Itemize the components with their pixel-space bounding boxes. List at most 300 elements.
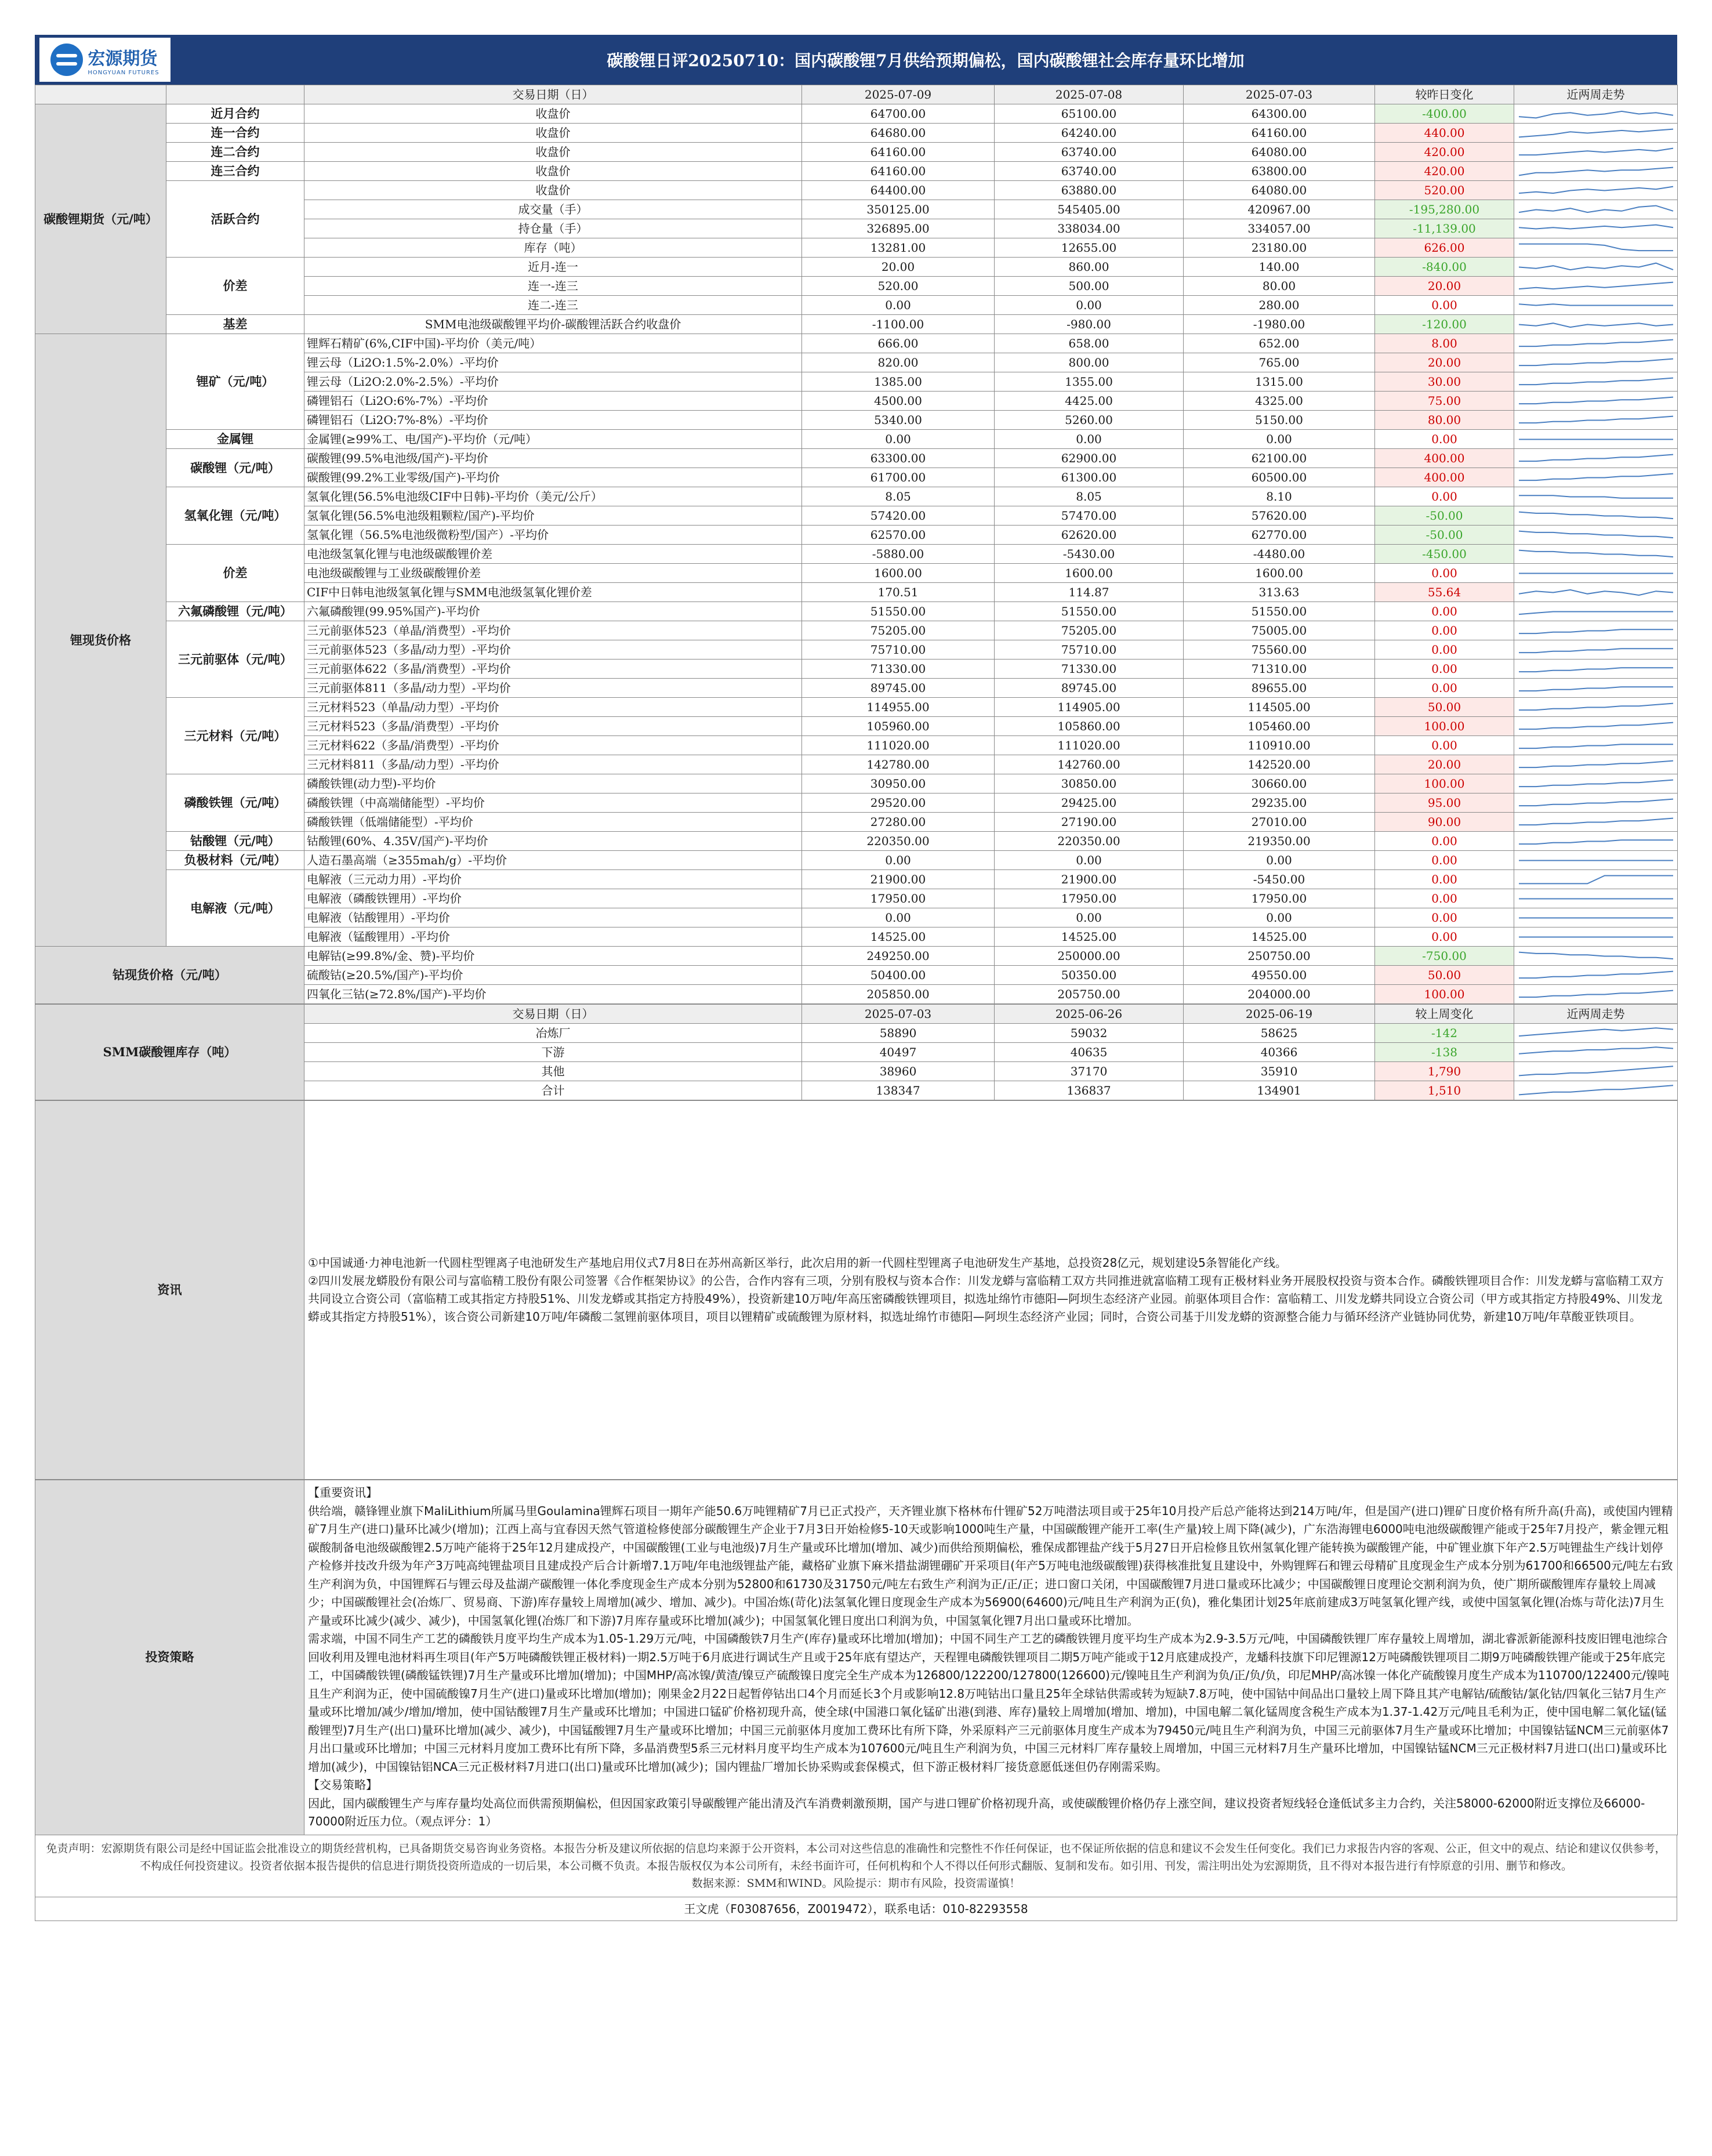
price-value: 280.00 — [1184, 296, 1375, 315]
row-label: 收盘价 — [304, 124, 802, 143]
trend-sparkline-cell — [1514, 372, 1678, 392]
trend-sparkline — [1514, 564, 1678, 582]
table-row — [35, 698, 1678, 717]
price-value: 27280.00 — [802, 813, 995, 832]
price-value: 0.00 — [995, 851, 1184, 870]
trend-sparkline — [1514, 258, 1678, 276]
price-value: 71330.00 — [802, 660, 995, 679]
row-label: 电解液（锰酸锂用）-平均价 — [304, 927, 802, 947]
trend-sparkline — [1514, 182, 1678, 200]
price-value: 30850.00 — [995, 774, 1184, 793]
row-label: 碳酸锂(99.5%电池级/国产)-平均价 — [304, 449, 802, 468]
price-value: 111020.00 — [802, 736, 995, 755]
row-label: 电解液（磷酸铁锂用）-平均价 — [304, 889, 802, 908]
price-value: 1600.00 — [802, 564, 995, 583]
trend-sparkline — [1514, 411, 1678, 429]
column-header: 2025-07-08 — [995, 85, 1184, 104]
trend-sparkline — [1514, 966, 1678, 984]
company-logo — [39, 38, 171, 82]
trend-sparkline-cell — [1514, 947, 1678, 966]
row-label: 锂辉石精矿(6%,CIF中国)-平均价（美元/吨） — [304, 334, 802, 353]
price-value: -5450.00 — [1184, 870, 1375, 889]
trend-sparkline-cell — [1514, 564, 1678, 583]
row-label: 氢氧化锂(56.5%电池级CIF中日韩)-平均价（美元/公斤） — [304, 487, 802, 506]
change-value: 0.00 — [1375, 679, 1514, 698]
trend-sparkline-cell — [1514, 583, 1678, 602]
strategy-heading-trade: 【交易策略】 — [308, 1778, 378, 1792]
sparkline-line — [1519, 589, 1673, 595]
price-value: 0.00 — [1184, 851, 1375, 870]
sparkline-line — [1519, 840, 1673, 844]
row-label: 四氧化三钴(≥72.8%/国产)-平均价 — [304, 985, 802, 1004]
trend-sparkline — [1514, 622, 1678, 640]
price-value: 114505.00 — [1184, 698, 1375, 717]
inventory-value: 38960 — [802, 1062, 995, 1081]
change-value: 626.00 — [1375, 238, 1514, 258]
row-label: 磷锂铝石（Li2O:7%-8%）-平均价 — [304, 411, 802, 430]
trend-sparkline-cell — [1514, 258, 1678, 277]
row-label: 锂云母（Li2O:1.5%-2.0%）-平均价 — [304, 353, 802, 372]
price-value: 545405.00 — [995, 200, 1184, 219]
trend-sparkline — [1514, 603, 1678, 621]
price-value: 249250.00 — [802, 947, 995, 966]
change-value: 100.00 — [1375, 774, 1514, 793]
trend-sparkline-cell — [1514, 717, 1678, 736]
table-row — [35, 621, 1678, 640]
inventory-value: 134901 — [1184, 1081, 1375, 1100]
trend-sparkline — [1514, 679, 1678, 697]
change-value: 1,790 — [1375, 1062, 1514, 1081]
data-source: 数据来源：SMM和WIND。风险提示：期市有风险，投资需谨慎！ — [691, 1876, 1021, 1890]
change-value: 75.00 — [1375, 392, 1514, 411]
trend-sparkline-cell — [1514, 1081, 1678, 1100]
sparkline-line — [1519, 648, 1673, 653]
price-value: 60500.00 — [1184, 468, 1375, 487]
sparkline-line — [1519, 1028, 1673, 1036]
trend-sparkline — [1514, 698, 1678, 716]
trend-sparkline-cell — [1514, 755, 1678, 774]
price-value: 5260.00 — [995, 411, 1184, 430]
header-blank-1 — [35, 85, 166, 104]
change-value: 0.00 — [1375, 660, 1514, 679]
price-value: 89745.00 — [995, 679, 1184, 698]
row-label: 收盘价 — [304, 104, 802, 124]
price-value: 0.00 — [995, 296, 1184, 315]
group-label: 钴酸锂（元/吨） — [166, 832, 304, 851]
price-value: 0.00 — [1184, 430, 1375, 449]
trend-sparkline-cell — [1514, 698, 1678, 717]
inventory-value: 35910 — [1184, 1062, 1375, 1081]
row-label: 锂云母（Li2O:2.0%-2.5%）-平均价 — [304, 372, 802, 392]
sparkline-line — [1519, 205, 1673, 212]
logo-name-en: HONGYUAN FUTURES — [88, 69, 159, 76]
strategy-demand: 需求端，中国不同生产工艺的磷酸铁月度平均生产成本为1.05-1.29万元/吨，中国磷酸铁7月生产(库存)量或环比增加(增加)；中国不同生产工艺的磷酸铁锂月度平均生产成本为2.9-3.5万元/吨，中国磷酸铁锂厂库存量较上周增加，湖北睿派新能源科技废旧锂电池综合回收利用及锂电池材料再生项目(年产5万吨磷酸铁锂正极材料)一期2.5万吨于6月底进行调试生产且或于25年底有望达产，天程锂电磷酸铁锂项目二期5万吨产能或于12月底建成投产，龙蟠科技旗下印尼锂源12万吨磷酸铁锂项目二期9万吨磷酸铁锂产能或于25年底完工，中国磷酸铁锂(磷酸锰铁锂)7月生产量或环比增加(增加)；中国MHP/高冰镍/黄渣/镍豆产硫酸镍日度完全生产成本为126800/122200/127800(126600)元/镍吨且生产利润为负/正/负/负，印尼MHP/高冰镍一体化产硫酸镍月度生产成本为110700/122400元/镍吨且生产利润为正，使中国硫酸镍7月生产(进口)量或环比增加(增加)；刚果金2月22日起暂停钴出口4个月而延长3个月或影响12.8万吨钴出口量且25年全球钴供需或转为短缺7.8万吨，使中国钴中间品出口量较上周下降且其产电解钴/硫酸钴/氯化钴/四氧化三钴7月生产量或环比增加/减少/增加/增加，使中国钴酸锂7月生产量或环比增加；中国进口锰矿价格初现升高，使全球(中国港口氧化锰矿出港(到港、库存)量较上周增加(增加、增加)，中国电解二氧化锰周度含税生产成本为1.37-1.42万元/吨且毛利为正，使中国电解二氧化锰(锰酸锂型)7月生产(出口)量环比增加(减少、减少)，中国锰酸锂7月生产量或环比增加；中国三元前驱体月度加工费环比有所下降，外采原料产三元前驱体月度生产成本为79450元/吨且生产利润为负，中国三元前驱体7月生产量或环比增加；中国镍钴锰NCM三元前驱体7月出口量或环比增加；中国三元材料月度加工费环比有所下降，多晶消费型5系三元材料月度平均生产成本为107600元/吨且生产利润为负，中国三元材料厂库存量较上周增加，中国三元材料7月生产量环比增加，中国镍钴锰NCM三元正极材料7月进口(出口)量或环比增加(减少)，中国镍钴铝NCA三元正极材料7月进口(出口)量或环比增加(减少)；国内锂盐厂增加长协采购或套保模式，但下游正极材料厂接货意愿低迷但仍存刚需采购。 — [308, 1632, 1670, 1774]
sparkline-line — [1519, 167, 1673, 175]
price-value: -1100.00 — [802, 315, 995, 334]
price-value: 89655.00 — [1184, 679, 1375, 698]
change-value: 0.00 — [1375, 851, 1514, 870]
price-value: 338034.00 — [995, 219, 1184, 238]
table-row — [35, 832, 1678, 851]
change-value: 95.00 — [1375, 793, 1514, 813]
price-value: 75005.00 — [1184, 621, 1375, 640]
trend-sparkline — [1514, 947, 1678, 965]
price-value: 62900.00 — [995, 449, 1184, 468]
trend-sparkline-cell — [1514, 143, 1678, 162]
group-label: 近月合约 — [166, 104, 304, 124]
price-value: 64080.00 — [1184, 181, 1375, 200]
sparkline-line — [1519, 990, 1673, 997]
table-row — [35, 430, 1678, 449]
trend-sparkline-cell — [1514, 430, 1678, 449]
price-value: 666.00 — [802, 334, 995, 353]
trend-sparkline-cell — [1514, 296, 1678, 315]
trend-sparkline — [1514, 124, 1678, 142]
price-value: 14525.00 — [802, 927, 995, 947]
price-value: 21900.00 — [802, 870, 995, 889]
trend-sparkline-cell — [1514, 277, 1678, 296]
trend-sparkline-cell — [1514, 621, 1678, 640]
price-value: 50400.00 — [802, 966, 995, 985]
row-label: 持仓量（手） — [304, 219, 802, 238]
change-value: 1,510 — [1375, 1081, 1514, 1100]
price-value: -5430.00 — [995, 545, 1184, 564]
change-value: 400.00 — [1375, 449, 1514, 468]
group-label: 氢氧化锂（元/吨） — [166, 487, 304, 545]
change-value: 8.00 — [1375, 334, 1514, 353]
row-label: 三元材料523（多晶/消费型）-平均价 — [304, 717, 802, 736]
inventory-value: 59032 — [995, 1024, 1184, 1043]
row-label: 成交量（手） — [304, 200, 802, 219]
price-value: 4325.00 — [1184, 392, 1375, 411]
sparkline-line — [1519, 818, 1673, 825]
price-table — [35, 85, 1678, 1004]
strategy-section — [35, 1480, 1678, 1835]
table-row — [35, 334, 1678, 353]
price-value: 61300.00 — [995, 468, 1184, 487]
row-label: 其他 — [304, 1062, 802, 1081]
price-value: 57470.00 — [995, 506, 1184, 526]
price-value: -980.00 — [995, 315, 1184, 334]
sparkline-line — [1519, 1066, 1673, 1075]
row-label: 三元材料622（多晶/消费型）-平均价 — [304, 736, 802, 755]
trend-sparkline-cell — [1514, 774, 1678, 793]
group-label: 磷酸铁锂（元/吨） — [166, 774, 304, 832]
price-value: 30660.00 — [1184, 774, 1375, 793]
price-value: 5150.00 — [1184, 411, 1375, 430]
sparkline-line — [1519, 323, 1673, 327]
sparkline-line — [1519, 629, 1673, 633]
trend-sparkline — [1514, 201, 1678, 219]
price-value: 51550.00 — [995, 602, 1184, 621]
sparkline-line — [1519, 703, 1673, 710]
trend-sparkline-cell — [1514, 602, 1678, 621]
price-value: 326895.00 — [802, 219, 995, 238]
group-label: 电解液（元/吨） — [166, 870, 304, 947]
price-value: 75205.00 — [802, 621, 995, 640]
trend-sparkline-cell — [1514, 487, 1678, 506]
price-value: 64160.00 — [802, 143, 995, 162]
group-label: 六氟磷酸锂（元/吨） — [166, 602, 304, 621]
price-value: 63880.00 — [995, 181, 1184, 200]
price-value: 1385.00 — [802, 372, 995, 392]
price-value: 420967.00 — [1184, 200, 1375, 219]
change-value: 90.00 — [1375, 813, 1514, 832]
trend-sparkline — [1514, 220, 1678, 238]
sparkline-line — [1519, 304, 1673, 305]
logo-icon — [50, 44, 83, 76]
trend-sparkline-cell — [1514, 660, 1678, 679]
change-value: 0.00 — [1375, 927, 1514, 947]
price-value: 8.10 — [1184, 487, 1375, 506]
change-value: 0.00 — [1375, 487, 1514, 506]
trend-sparkline-cell — [1514, 238, 1678, 258]
sparkline-line — [1519, 244, 1673, 251]
row-label: 磷酸铁锂（低端储能型）-平均价 — [304, 813, 802, 832]
price-value: 17950.00 — [995, 889, 1184, 908]
change-value: 100.00 — [1375, 717, 1514, 736]
column-header: 2025-06-26 — [995, 1005, 1184, 1024]
trend-sparkline-cell — [1514, 1024, 1678, 1043]
trend-sparkline-cell — [1514, 985, 1678, 1004]
price-value: 61700.00 — [802, 468, 995, 487]
inventory-header-row — [35, 1005, 1678, 1024]
price-value: 142780.00 — [802, 755, 995, 774]
price-value: 1600.00 — [995, 564, 1184, 583]
price-value: 860.00 — [995, 258, 1184, 277]
price-value: -1980.00 — [1184, 315, 1375, 334]
price-value: 49550.00 — [1184, 966, 1375, 985]
news-label: 资讯 — [35, 1101, 304, 1480]
author-contact: 王文虎（F03087656，Z0019472），联系电话：010-82293558 — [35, 1897, 1677, 1921]
trend-sparkline-cell — [1514, 181, 1678, 200]
price-value: 114955.00 — [802, 698, 995, 717]
price-value: 4500.00 — [802, 392, 995, 411]
change-value: -400.00 — [1375, 104, 1514, 124]
trend-sparkline — [1514, 928, 1678, 946]
table-row — [35, 851, 1678, 870]
change-value: -750.00 — [1375, 947, 1514, 966]
price-value: 14525.00 — [995, 927, 1184, 947]
price-value: 0.00 — [802, 908, 995, 927]
price-value: 204000.00 — [1184, 985, 1375, 1004]
trend-sparkline-cell — [1514, 315, 1678, 334]
change-value: 20.00 — [1375, 353, 1514, 372]
trend-sparkline-cell — [1514, 927, 1678, 947]
strategy-content — [304, 1480, 1677, 1835]
strategy-label: 投资策略 — [35, 1480, 304, 1835]
price-value: 105960.00 — [802, 717, 995, 736]
sparkline-line — [1519, 780, 1673, 787]
trend-sparkline — [1514, 105, 1678, 123]
price-value: 63800.00 — [1184, 162, 1375, 181]
column-header: 2025-06-19 — [1184, 1005, 1375, 1024]
price-value: 57420.00 — [802, 506, 995, 526]
sparkline-line — [1519, 111, 1673, 118]
strategy-conclusion: 因此，国内碳酸锂生产与库存量均处高位而供需预期偏松，但因国家政策引导碳酸锂产能出清及汽车消费刺激预期，国产与进口锂矿价格初现升高，或使碳酸锂价格仍存上涨空间，建议投资者短线轻仓逢低试多主力合约，关注58000-62000附近支撑位及66000-70000附近压力位。（观点评分：1） — [308, 1796, 1645, 1828]
strategy-heading-news: 【重要资讯】 — [308, 1485, 378, 1499]
price-value: 62770.00 — [1184, 526, 1375, 545]
sparkline-line — [1519, 263, 1673, 270]
sparkline-line — [1519, 495, 1673, 498]
trend-sparkline — [1514, 775, 1678, 793]
sparkline-line — [1519, 224, 1673, 229]
sparkline-line — [1519, 668, 1673, 672]
price-value: 62100.00 — [1184, 449, 1375, 468]
trend-sparkline-cell — [1514, 870, 1678, 889]
price-value: 0.00 — [802, 296, 995, 315]
price-value: 8.05 — [802, 487, 995, 506]
trend-sparkline-cell — [1514, 908, 1678, 927]
row-label: 电池级氢氧化锂与电池级碳酸锂价差 — [304, 545, 802, 564]
trend-sparkline — [1514, 143, 1678, 161]
sparkline-line — [1519, 512, 1673, 519]
row-label: 连一-连三 — [304, 277, 802, 296]
trend-sparkline-cell — [1514, 1062, 1678, 1081]
price-value: 105460.00 — [1184, 717, 1375, 736]
price-value: 0.00 — [995, 908, 1184, 927]
sparkline-line — [1519, 186, 1673, 193]
price-value: 62570.00 — [802, 526, 995, 545]
sparkline-line — [1519, 971, 1673, 978]
price-value: 800.00 — [995, 353, 1184, 372]
group-label: 基差 — [166, 315, 304, 334]
row-label: 冶炼厂 — [304, 1024, 802, 1043]
price-value: 220350.00 — [995, 832, 1184, 851]
price-value: 12655.00 — [995, 238, 1184, 258]
report-header — [35, 35, 1677, 85]
row-label: 电解钴(≥99.8%/金、赞)-平均价 — [304, 947, 802, 966]
price-value: 63740.00 — [995, 143, 1184, 162]
price-value: 64160.00 — [802, 162, 995, 181]
sparkline-line — [1519, 358, 1673, 365]
table-row — [35, 162, 1678, 181]
price-value: 5340.00 — [802, 411, 995, 430]
price-value: 64680.00 — [802, 124, 995, 143]
sparkline-line — [1519, 473, 1673, 480]
price-value: 142760.00 — [995, 755, 1184, 774]
trend-sparkline-cell — [1514, 832, 1678, 851]
trend-sparkline — [1514, 584, 1678, 601]
table-row — [35, 258, 1678, 277]
row-label: 电解液（钴酸锂用）-平均价 — [304, 908, 802, 927]
trend-sparkline-cell — [1514, 506, 1678, 526]
price-value: 0.00 — [995, 430, 1184, 449]
price-value: 105860.00 — [995, 717, 1184, 736]
price-value: 140.00 — [1184, 258, 1375, 277]
price-value: 13281.00 — [802, 238, 995, 258]
column-header: 近两周走势 — [1514, 1005, 1678, 1024]
change-value: -195,280.00 — [1375, 200, 1514, 219]
table-row — [35, 181, 1678, 200]
row-label: 氢氧化锂(56.5%电池级粗颗粒/国产)-平均价 — [304, 506, 802, 526]
table-row — [35, 947, 1678, 966]
table-row — [35, 315, 1678, 334]
change-value: 0.00 — [1375, 889, 1514, 908]
change-value: 400.00 — [1375, 468, 1514, 487]
trend-sparkline-cell — [1514, 793, 1678, 813]
change-value: 20.00 — [1375, 277, 1514, 296]
trend-sparkline-cell — [1514, 736, 1678, 755]
news-content — [304, 1101, 1677, 1479]
price-value: 51550.00 — [1184, 602, 1375, 621]
trend-sparkline — [1514, 737, 1678, 755]
column-header: 交易日期（日） — [304, 1005, 802, 1024]
inventory-value: 40497 — [802, 1043, 995, 1062]
price-value: 30950.00 — [802, 774, 995, 793]
change-value: -138 — [1375, 1043, 1514, 1062]
sparkline-line — [1519, 397, 1673, 404]
sparkline-line — [1519, 378, 1673, 385]
group-label: 三元材料（元/吨） — [166, 698, 304, 774]
category-label-spot: 锂现货价格 — [35, 334, 166, 947]
change-value: -840.00 — [1375, 258, 1514, 277]
trend-sparkline — [1514, 392, 1678, 410]
change-value: 0.00 — [1375, 870, 1514, 889]
price-value: 57620.00 — [1184, 506, 1375, 526]
table-row — [35, 104, 1678, 124]
price-value: 75205.00 — [995, 621, 1184, 640]
disclaimer-text: 免责声明：宏源期货有限公司是经中国证监会批准设立的期货经营机构，已具备期货交易咨询业务资格。本报告分析及建议所依据的信息均来源于公开资料，本公司对这些信息的准确性和完整性不作任何保证，也不保证所依据的信息和建议不会发生任何变化。我们已力求报告内容的客观、公正，但文中的观点、结论和建议仅供参考，不构成任何投资建议。投资者依据本报告提供的信息进行期货投资所造成的一切后果，本公司概不负责。本报告版权仅为本公司所有，未经书面许可，任何机构和个人不得以任何形式翻版、复制和发布。如引用、刊发，需注明出处为宏源期货，且不得对本报告进行有悖原意的引用、删节和修改。 — [46, 1842, 1666, 1872]
row-label: 近月-连一 — [304, 258, 802, 277]
row-label: 三元前驱体523（多晶/动力型）-平均价 — [304, 640, 802, 660]
trend-sparkline — [1514, 335, 1678, 353]
sparkline-line — [1519, 799, 1673, 806]
trend-sparkline-cell — [1514, 851, 1678, 870]
price-value: 765.00 — [1184, 353, 1375, 372]
change-value: 520.00 — [1375, 181, 1514, 200]
trend-sparkline — [1514, 316, 1678, 334]
price-value: 0.00 — [802, 851, 995, 870]
trend-sparkline — [1514, 469, 1678, 487]
inventory-value: 138347 — [802, 1081, 995, 1100]
sparkline-line — [1519, 550, 1673, 557]
price-value: 334057.00 — [1184, 219, 1375, 238]
trend-sparkline — [1514, 354, 1678, 372]
change-value: 50.00 — [1375, 698, 1514, 717]
sparkline-line — [1519, 1047, 1673, 1054]
price-value: 14525.00 — [1184, 927, 1375, 947]
trend-sparkline-cell — [1514, 411, 1678, 430]
price-value: 820.00 — [802, 353, 995, 372]
price-value: 64700.00 — [802, 104, 995, 124]
column-header: 2025-07-03 — [1184, 85, 1375, 104]
change-value: -120.00 — [1375, 315, 1514, 334]
price-value: 29425.00 — [995, 793, 1184, 813]
trend-sparkline — [1514, 718, 1678, 735]
change-value: -50.00 — [1375, 526, 1514, 545]
price-value: 51550.00 — [802, 602, 995, 621]
trend-sparkline — [1514, 660, 1678, 678]
trend-sparkline-cell — [1514, 124, 1678, 143]
table-row — [35, 602, 1678, 621]
price-value: 170.51 — [802, 583, 995, 602]
row-label: 三元前驱体811（多晶/动力型）-平均价 — [304, 679, 802, 698]
trend-sparkline — [1514, 430, 1678, 448]
price-value: 658.00 — [995, 334, 1184, 353]
price-value: 75560.00 — [1184, 640, 1375, 660]
price-value: 313.63 — [1184, 583, 1375, 602]
row-label: 磷酸铁锂（中高端储能型）-平均价 — [304, 793, 802, 813]
change-value: 50.00 — [1375, 966, 1514, 985]
column-header: 近两周走势 — [1514, 85, 1678, 104]
price-value: 89745.00 — [802, 679, 995, 698]
group-label: 金属锂 — [166, 430, 304, 449]
sparkline-line — [1519, 531, 1673, 538]
table-row — [35, 487, 1678, 506]
trend-sparkline-cell — [1514, 526, 1678, 545]
group-label: 锂矿（元/吨） — [166, 334, 304, 430]
